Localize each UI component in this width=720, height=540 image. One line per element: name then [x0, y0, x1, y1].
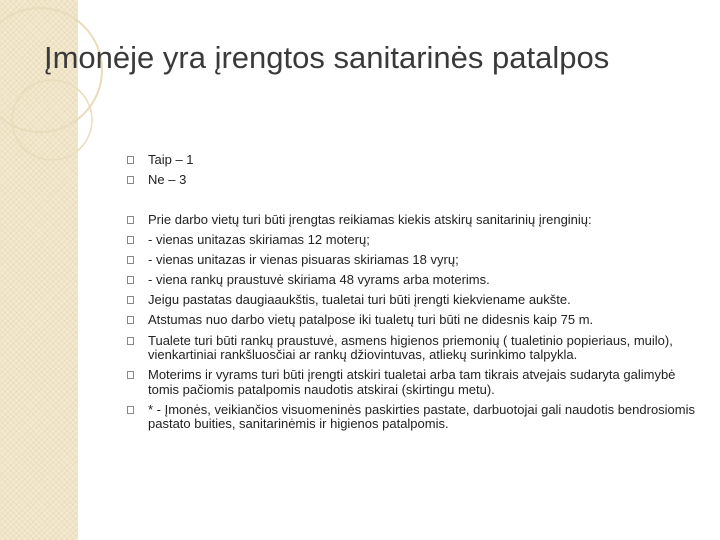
requirement-text: * - Įmonės, veikiančios visuomeninės paskirties pastate, darbuotojai gali naudotis bendrosiomis pastato buities, sanitarinėmis ir higienos patalpomis. [148, 401, 696, 432]
answers-list [127, 153, 697, 193]
requirement-text: Prie darbo vietų turi būti įrengtas reikiamas kiekis atskirų sanitarinių įrenginių: [148, 212, 592, 227]
list-item [127, 213, 697, 228]
requirement-text: Jeigu pastatas daugiaaukštis, tualetai turi būti įrengti kiekviename aukšte. [148, 292, 571, 308]
list-item [127, 334, 697, 363]
requirement-text: - vienas unitazas skiriamas 12 moterų; [148, 232, 370, 248]
requirement-text: Tualete turi būti rankų praustuvė, asmens higienos priemonių ( tualetinio popieriaus, muilo), vienkartiniai rankšluosčiai ar rankų džiovintuvas, atliekų surinkimo talpykla. [148, 332, 673, 363]
missing-glyph-square-icon [127, 216, 134, 224]
missing-glyph-square-icon [127, 236, 134, 244]
missing-glyph-square-icon [127, 337, 134, 345]
list-item [127, 253, 697, 268]
missing-glyph-square-icon [127, 156, 134, 164]
missing-glyph-square-icon [127, 371, 134, 379]
answer-text: Taip – 1 [148, 152, 194, 167]
missing-glyph-square-icon [127, 176, 134, 184]
requirements-list [127, 213, 697, 437]
list-item [127, 313, 697, 328]
list-item [127, 153, 697, 168]
missing-glyph-square-icon [127, 316, 134, 324]
list-item [127, 273, 697, 288]
list-item [127, 368, 697, 397]
missing-glyph-square-icon [127, 256, 134, 264]
answer-text: Ne – 3 [148, 172, 187, 188]
list-item [127, 403, 697, 432]
requirement-text: Moterims ir vyrams turi būti įrengti atskiri tualetai arba tam tikrais atvejais sudaryta galimybė tomis pačiomis patalpomis naudotis atskirai (skirtingu metu). [148, 367, 676, 397]
missing-glyph-square-icon [127, 406, 134, 414]
list-item [127, 293, 697, 308]
list-item [127, 173, 697, 188]
missing-glyph-square-icon [127, 296, 134, 304]
requirement-text: - viena rankų praustuvė skiriama 48 vyrams arba moterims. [148, 272, 490, 288]
missing-glyph-square-icon [127, 276, 134, 284]
list-item [127, 233, 697, 248]
requirement-text: Atstumas nuo darbo vietų patalpose iki tualetų turi būti ne didesnis kaip 75 m. [148, 312, 594, 328]
requirement-text: - vienas unitazas ir vienas pisuaras skiriamas 18 vyrų; [148, 252, 459, 268]
slide-title: Įmonėje yra įrengtos sanitarinės patalpos [44, 40, 610, 75]
